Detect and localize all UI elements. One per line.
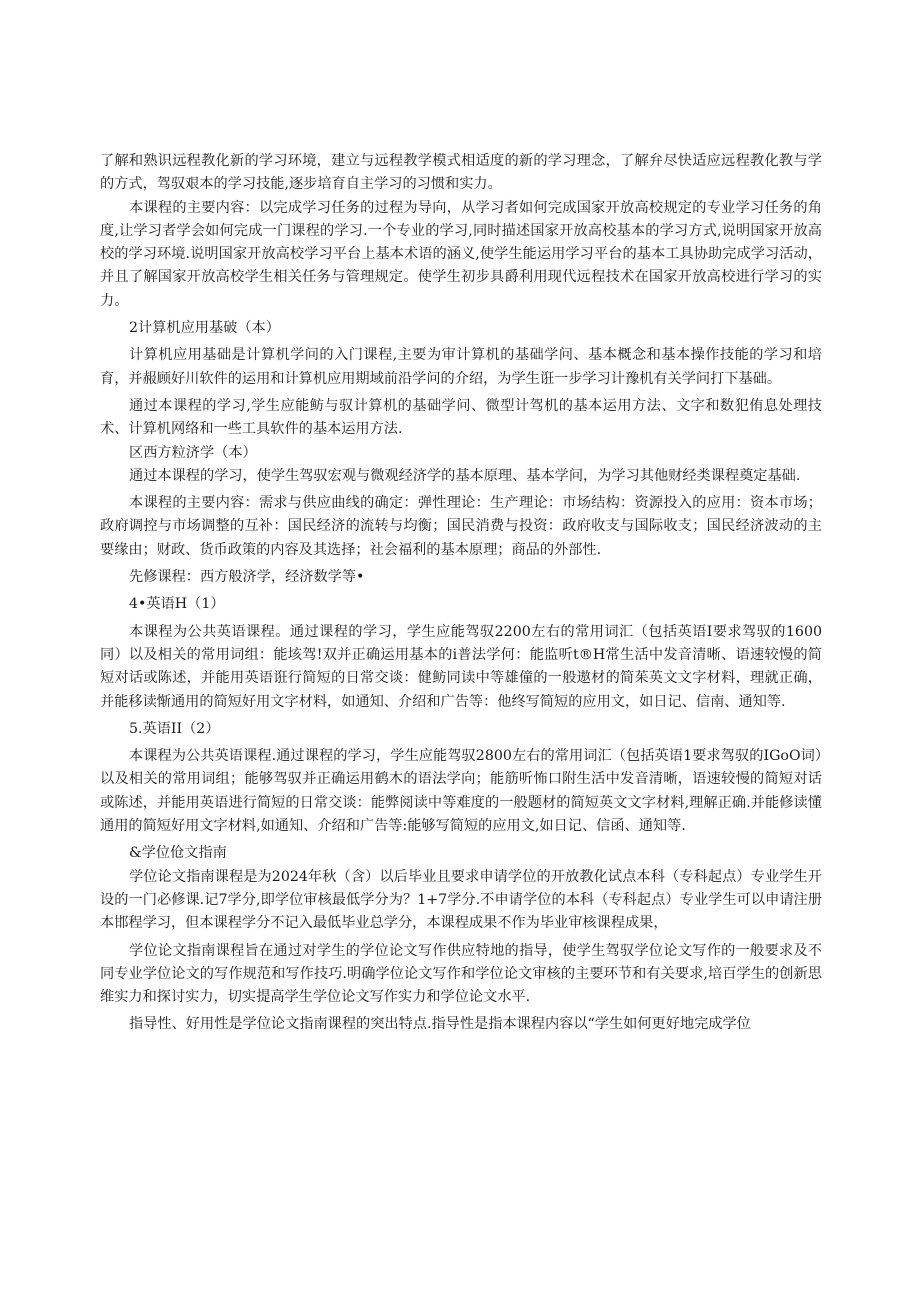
paragraph: 计算机应用基础是计算机学问的入门课程,主要为审计算机的基础学问、基本概念和基本操作技能的学习和培育，并赧顾好川软件的运用和计算机应用期域前沿学问的介绍，为学生诳一步学习计豫机有关学问打下基础。 [100, 347, 822, 387]
section-heading: 2计算机应用基破（本） [129, 320, 280, 337]
section-heading: &学位伧文指南 [129, 845, 227, 862]
paragraph: 本课程的主要内容：需求与供应曲线的确定：弹性理论：生产理论：市场结构：资源投入的应用：资本市场；政府调控与市场调整的互补：国民经济的流转与均衡；国民消费与投资：政府收支与国际收支；国民经济波动的主要缘由；财政、货币政策的内容及其选择；社会福利的基本原理；商品的外部性. [100, 495, 822, 558]
paragraph: 本课程的主要内容：以完成学习任务的过程为导向，从学习者如何完成国家开放高校规定的专业学习任务的角度,让学习者学会如何完成一门课程的学习.一个专业的学习,同时描述国家开放高校基本的学习方式,说明国家开放高校的学习环境.说明国家开放高校学习平台上基本术语的涵义,使学生能运用学习平台的基本工具协助完成学习活动，并且了解国家开放高校学生相关任务与管理规定。使学生初步具爵利用现代远程技术在国家开放高校进行学习的实力。 [100, 199, 822, 309]
section-heading: 4•英语H（1） [129, 596, 225, 613]
paragraph: 本课程为公共英语课程。通过课程的学习，学生应能驾驭2200左右的常用词汇（包括英语I要求驾驭的1600同）以及相关的常用词组：能垓驾!双并正确运用基本的i普法学何：能监听t®H常生活中发音清晰、语速较慢的简短对话或陈述，并能用英语诳行简短的日常交谈：健鲂同读中等雄僮的一般遨材的简茱英文文字材料，理就正确，并能移读惭通用的简短好用文字材料，如通知、介绍和广告等：他终写简短的应用文，如日记、信南、通知等. [100, 623, 822, 710]
document-body [100, 150, 822, 1037]
paragraph: 本课程为公共英语课程.通过课程的学习，学生应能驾驭2800左右的常用词汇（包括英语1要求驾驭的IGoO词）以及相关的常用词组；能够驾驭并正确运用鹤木的语法学向；能筋听怖口附生活中发音清晰，语速较慢的简短对话或陈述，并能用英语进行简短的日常交谈：能弊阅读中等难度的一般题材的简短英文文字材料,理解正确.并能修读懂通用的简短好用文字材料,如通知、介绍和广告等:能够写简短的应用文,如日记、信函、通知等. [100, 748, 822, 835]
paragraph: 学位论文指南课程是为2024年秋（含）以后毕业且要求申请学位的开放教化试点本科（专科起点）专业学生开设的一门必修课.记7学分,即学位审核最低学分为？1+7学分.不申请学位的本科（专科起点）专业学生可以申请注册本邯程学习，但本课程学分不记入最低毕业总学分，本课程成果不作为毕业审核课程成果， [100, 868, 822, 932]
paragraph: 指导性、好用性是学位论文指南课程的突出特点.指导性是指本课程内容以“学生如何更好地完成学位 [129, 1016, 751, 1033]
paragraph: 通过本课程的学习，使学生驾驭宏观与微观经济学的基本原理、基本学问，为学习其他财经类课程奠定基础. [129, 467, 801, 484]
paragraph: 先修课程：西方般济学，经济数学等• [129, 569, 365, 586]
paragraph: 通过本课程的学习,学生应能鲂与驭计算机的基础学问、微型计驾机的基本运用方法、文字和数犯侑息处理技术、计算机网络和一些工具软件的基本运用方法. [100, 397, 822, 438]
section-heading: 区西方粒济学（本） [129, 444, 257, 461]
paragraph: 学位论文指南课程旨在通过对学生的学位论文写作供应特地的指导，使学生驾驭学位论文写作的一般要求及不同专业学位论文的写作规范和写作技巧.明确学位论文写作和学位论文审核的主要环节和有关要求,培百学生的创新思维实力和探讨实力，切实提高学生学位论文写作实力和学位论文水平. [100, 942, 822, 1006]
section-heading: 5.英语II（2） [129, 720, 220, 737]
paragraph: 了解和熟识远程教化新的学习环境，建立与远程教学模式相适度的新的学习理念，了解弁尽快适应远程教化教与学的方式，驾驭艰本的学习技能,逐步培育自主学习的习惯和实力。 [100, 153, 822, 193]
